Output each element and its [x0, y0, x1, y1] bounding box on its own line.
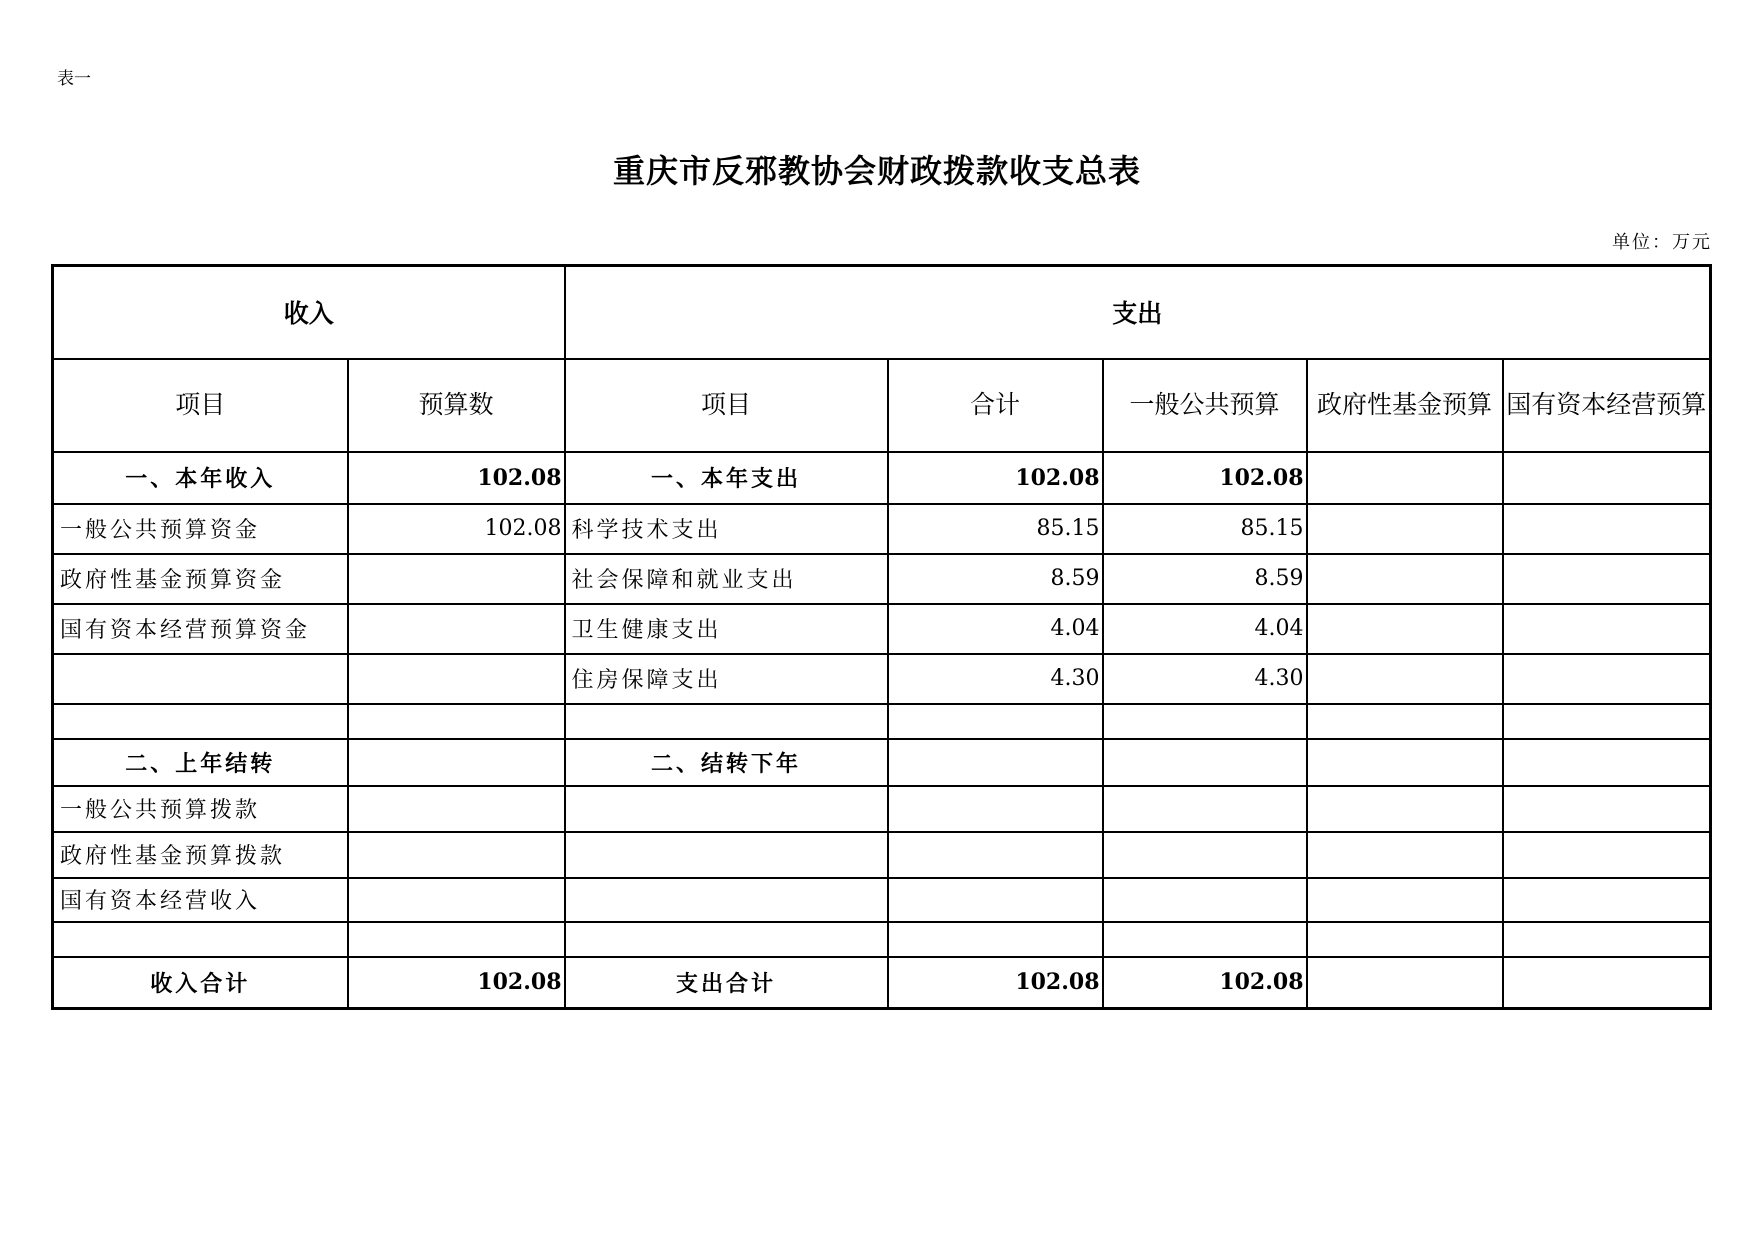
- income-value-cell: [348, 739, 565, 786]
- expense-item-cell: 一、本年支出: [565, 452, 888, 504]
- income-item-cell: 一般公共预算拨款: [53, 786, 348, 832]
- total-cell: [888, 832, 1103, 878]
- state-capital-cell: [1503, 704, 1711, 739]
- gov-fund-cell: [1307, 957, 1503, 1009]
- expense-item-cell: [565, 704, 888, 739]
- income-item-cell: [53, 922, 348, 957]
- expense-item-cell: 住房保障支出: [565, 654, 888, 704]
- income-item-cell: 政府性基金预算资金: [53, 554, 348, 604]
- state-capital-cell: [1503, 786, 1711, 832]
- table-row: [53, 604, 1711, 654]
- expense-item-cell: 卫生健康支出: [565, 604, 888, 654]
- gov-fund-cell: [1307, 832, 1503, 878]
- general-budget-header: 一般公共预算: [1103, 359, 1307, 452]
- total-cell: [888, 786, 1103, 832]
- income-value-cell: 102.08: [348, 452, 565, 504]
- income-item-cell: [53, 654, 348, 704]
- table-body: [53, 452, 1711, 1009]
- general-budget-cell: [1103, 832, 1307, 878]
- income-value-cell: [348, 832, 565, 878]
- income-value-cell: [348, 604, 565, 654]
- general-budget-cell: 8.59: [1103, 554, 1307, 604]
- income-item-cell: [53, 704, 348, 739]
- expense-item-header: 项目: [565, 359, 888, 452]
- general-budget-cell: [1103, 786, 1307, 832]
- table-label: 表一: [57, 69, 91, 89]
- state-capital-cell: [1503, 878, 1711, 922]
- income-value-cell: [348, 704, 565, 739]
- table-row: [53, 957, 1711, 1009]
- expense-item-cell: 二、结转下年: [565, 739, 888, 786]
- gov-fund-cell: [1307, 554, 1503, 604]
- general-budget-cell: 4.04: [1103, 604, 1307, 654]
- gov-fund-cell: [1307, 739, 1503, 786]
- expense-item-cell: 科学技术支出: [565, 504, 888, 554]
- income-group-header: 收入: [53, 266, 565, 359]
- state-capital-header: 国有资本经营预算: [1503, 359, 1711, 452]
- income-value-cell: [348, 786, 565, 832]
- income-item-cell: 国有资本经营预算资金: [53, 604, 348, 654]
- general-budget-cell: [1103, 739, 1307, 786]
- total-cell: 85.15: [888, 504, 1103, 554]
- income-item-cell: 政府性基金预算拨款: [53, 832, 348, 878]
- table-row: [53, 452, 1711, 504]
- total-cell: 4.04: [888, 604, 1103, 654]
- state-capital-cell: [1503, 554, 1711, 604]
- general-budget-cell: [1103, 878, 1307, 922]
- state-capital-cell: [1503, 452, 1711, 504]
- general-budget-cell: [1103, 922, 1307, 957]
- general-budget-cell: 85.15: [1103, 504, 1307, 554]
- table-row: [53, 786, 1711, 832]
- income-item-cell: 收入合计: [53, 957, 348, 1009]
- gov-fund-cell: [1307, 604, 1503, 654]
- total-cell: 8.59: [888, 554, 1103, 604]
- income-value-cell: [348, 922, 565, 957]
- state-capital-cell: [1503, 957, 1711, 1009]
- general-budget-cell: 4.30: [1103, 654, 1307, 704]
- income-item-cell: 国有资本经营收入: [53, 878, 348, 922]
- total-header: 合计: [888, 359, 1103, 452]
- income-item-cell: 二、上年结转: [53, 739, 348, 786]
- gov-fund-cell: [1307, 504, 1503, 554]
- expense-item-cell: [565, 922, 888, 957]
- income-budget-header: 预算数: [348, 359, 565, 452]
- expense-item-cell: 支出合计: [565, 957, 888, 1009]
- gov-fund-cell: [1307, 786, 1503, 832]
- state-capital-cell: [1503, 739, 1711, 786]
- general-budget-cell: [1103, 704, 1307, 739]
- total-cell: [888, 739, 1103, 786]
- gov-fund-cell: [1307, 452, 1503, 504]
- state-capital-cell: [1503, 922, 1711, 957]
- income-value-cell: 102.08: [348, 504, 565, 554]
- general-budget-cell: 102.08: [1103, 452, 1307, 504]
- gov-fund-header: 政府性基金预算: [1307, 359, 1503, 452]
- total-cell: [888, 878, 1103, 922]
- gov-fund-cell: [1307, 654, 1503, 704]
- expense-item-cell: 社会保障和就业支出: [565, 554, 888, 604]
- total-cell: 102.08: [888, 957, 1103, 1009]
- expense-item-cell: [565, 786, 888, 832]
- gov-fund-cell: [1307, 878, 1503, 922]
- expense-item-cell: [565, 832, 888, 878]
- income-item-header: 项目: [53, 359, 348, 452]
- gov-fund-cell: [1307, 704, 1503, 739]
- table-row: [53, 832, 1711, 878]
- general-budget-cell: 102.08: [1103, 957, 1307, 1009]
- table-row: [53, 504, 1711, 554]
- income-value-cell: 102.08: [348, 957, 565, 1009]
- state-capital-cell: [1503, 504, 1711, 554]
- table-row: [53, 704, 1711, 739]
- page-title: 重庆市反邪教协会财政拨款收支总表: [612, 152, 1141, 190]
- income-value-cell: [348, 878, 565, 922]
- state-capital-cell: [1503, 654, 1711, 704]
- total-cell: 102.08: [888, 452, 1103, 504]
- income-value-cell: [348, 654, 565, 704]
- total-cell: [888, 704, 1103, 739]
- table-row: [53, 654, 1711, 704]
- budget-table: [51, 264, 1712, 1010]
- table-row: [53, 878, 1711, 922]
- table-row: [53, 554, 1711, 604]
- total-cell: [888, 922, 1103, 957]
- table-row: [53, 739, 1711, 786]
- column-header-row: [53, 359, 1711, 452]
- expense-item-cell: [565, 878, 888, 922]
- table-row: [53, 922, 1711, 957]
- group-header-row: [53, 266, 1711, 359]
- state-capital-cell: [1503, 604, 1711, 654]
- income-value-cell: [348, 554, 565, 604]
- state-capital-cell: [1503, 832, 1711, 878]
- total-cell: 4.30: [888, 654, 1103, 704]
- income-item-cell: 一般公共预算资金: [53, 504, 348, 554]
- gov-fund-cell: [1307, 922, 1503, 957]
- income-item-cell: 一、本年收入: [53, 452, 348, 504]
- expense-group-header: 支出: [565, 266, 1711, 359]
- unit-label: 单位：万元: [1612, 232, 1712, 253]
